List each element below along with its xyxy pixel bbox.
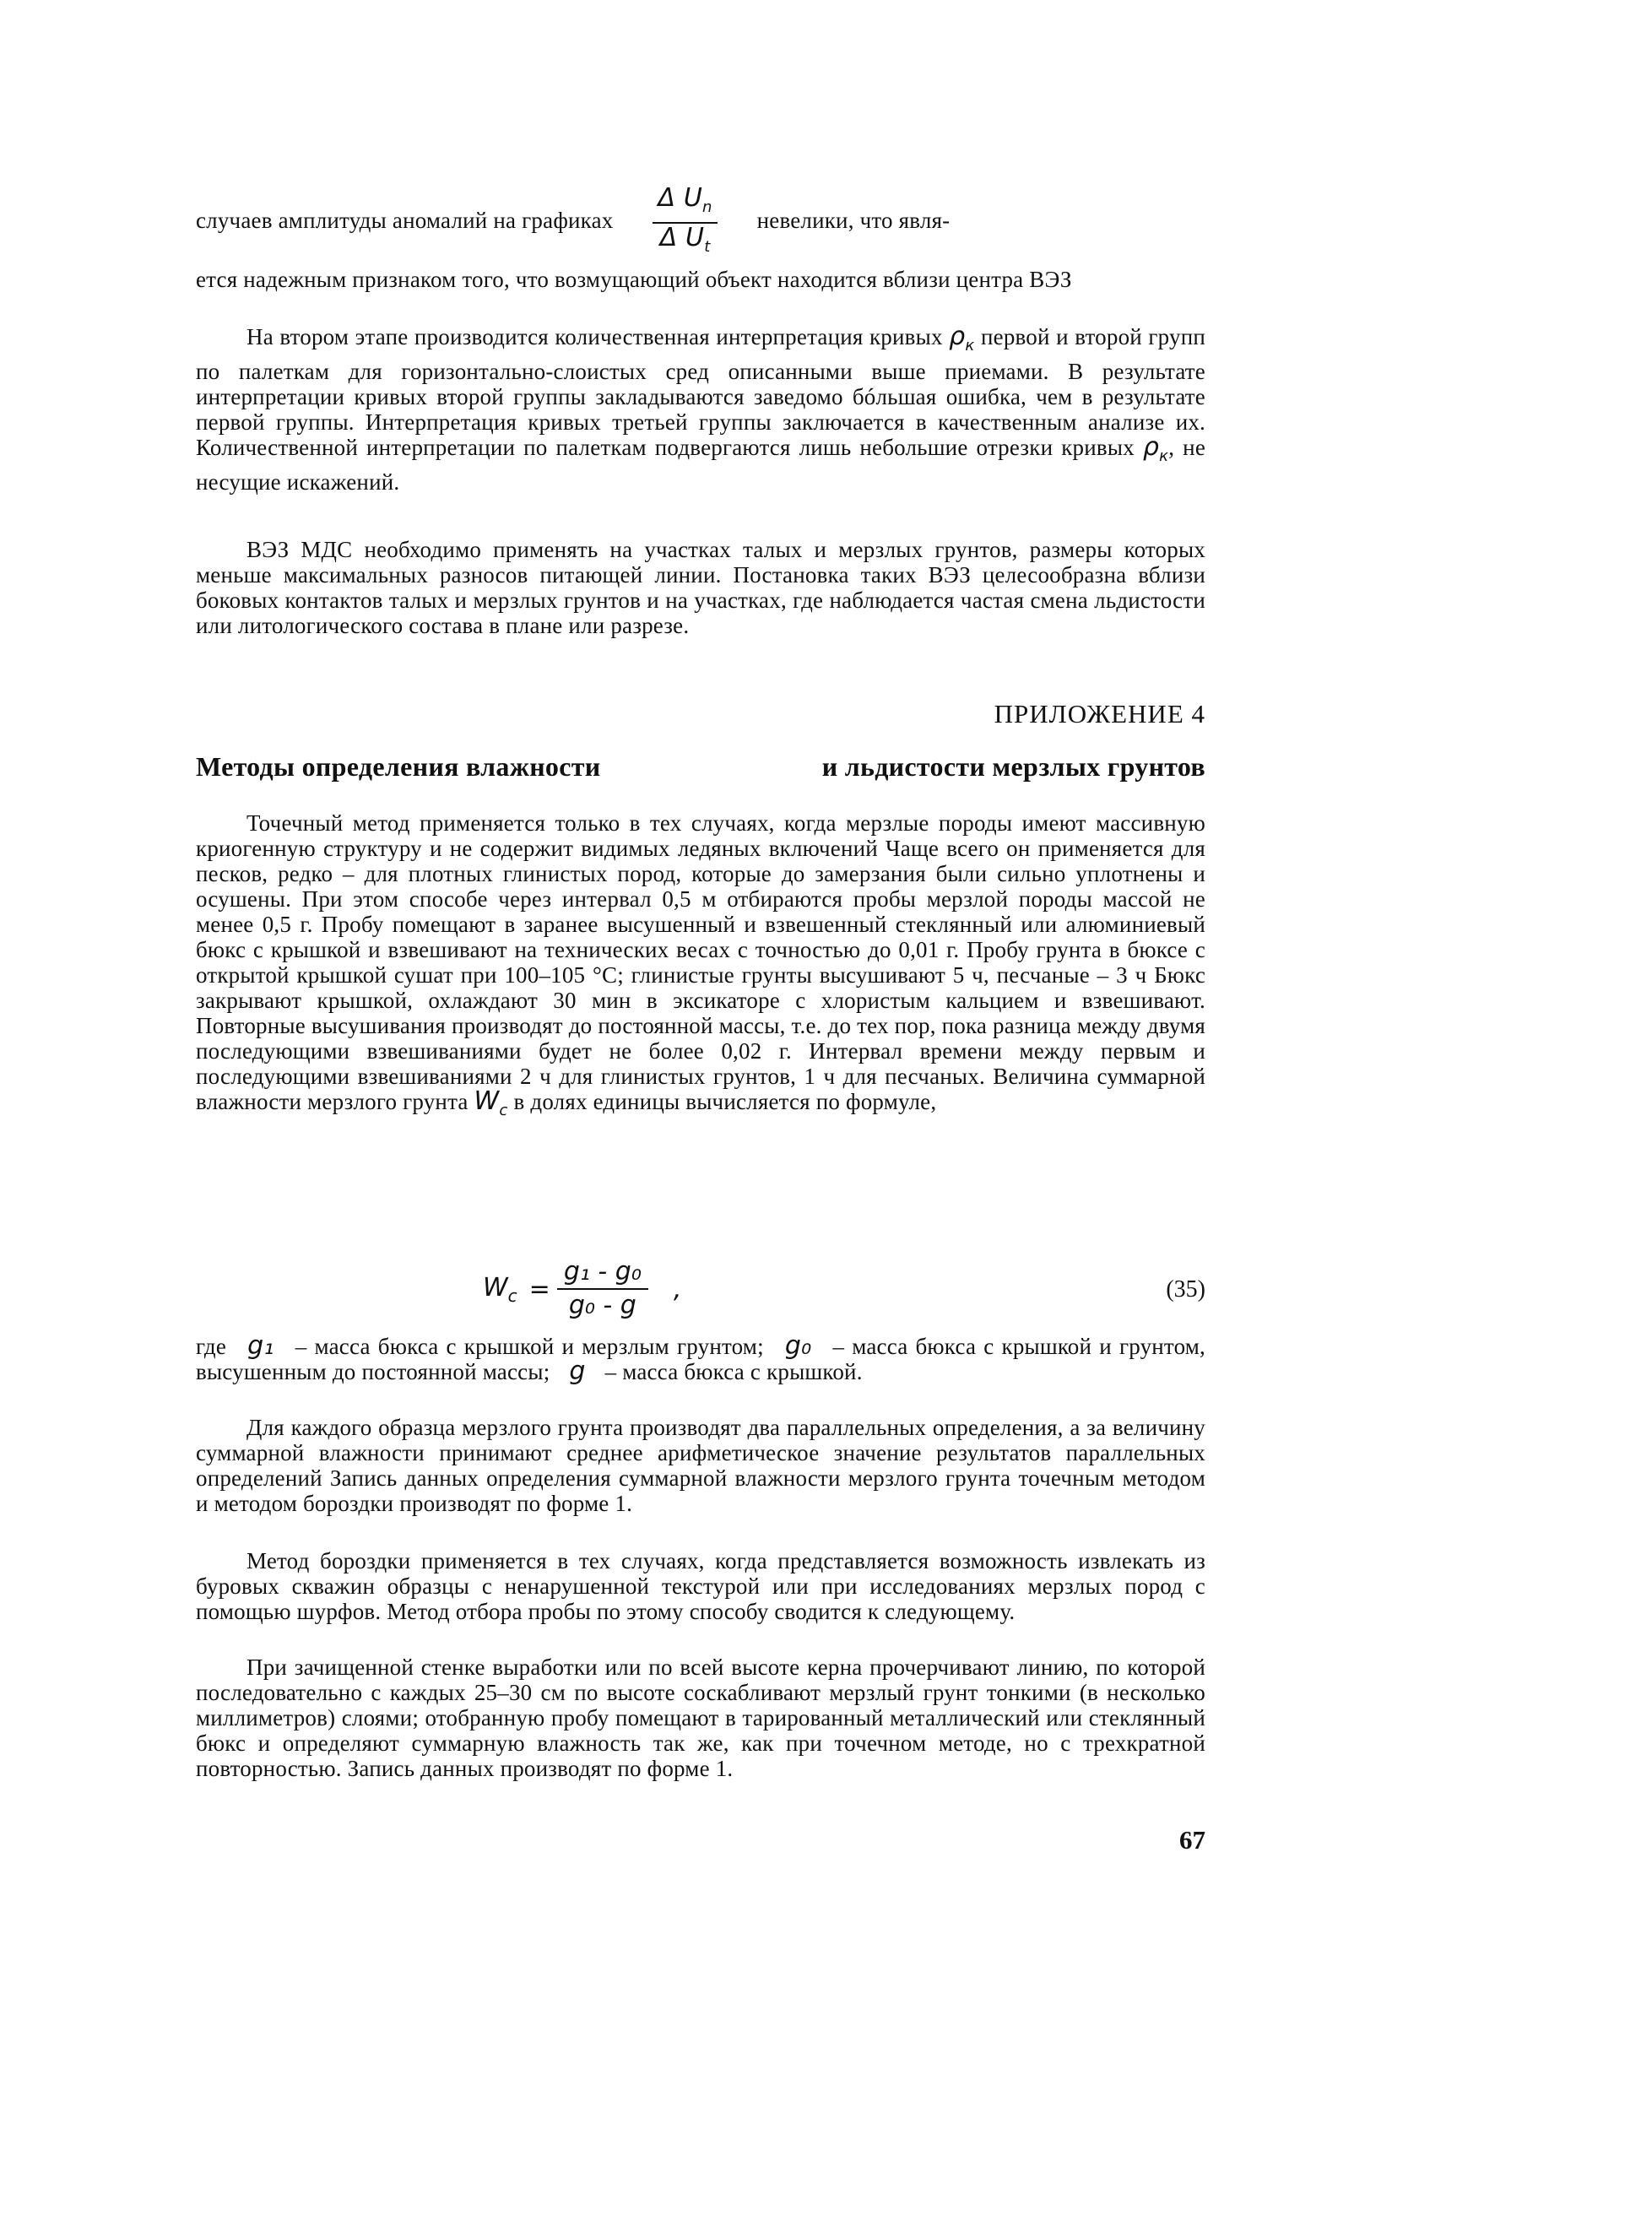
formula-numerator: g₁ - g₀ [557,1256,648,1290]
paragraph-interpretation-part1: На втором этапе производится количественная интерпретация кривых [246,324,943,349]
rho-k-symbol: $\rho_к$ [949,322,975,355]
symbol-g0: g₀ [784,1331,812,1361]
symbol-g1: g₁ [247,1331,274,1361]
top-line [196,184,1205,262]
formula-denominator: g₀ - g [568,1291,636,1320]
amplitude-ratio-denominator: Δ $U_t$ [659,223,711,256]
amplitude-ratio [653,184,717,262]
legend-where: где [196,1334,227,1359]
top-text-after: невелики, что явля- [756,208,951,234]
formula-equals: = [528,1274,550,1304]
document-page [196,184,1205,2168]
moisture-symbol: $W_c$ [474,1086,508,1119]
appendix-label: ПРИЛОЖЕНИЕ 4 [994,699,1205,728]
legend-g1-text: – масса бюкса с крышкой и мерзлым грунтом; [295,1334,764,1359]
symbol-g: g [569,1357,586,1386]
formula-lhs: $W_c$ [483,1272,517,1306]
equation-number: (35) [1166,1276,1205,1303]
paragraph-parallel-determinations: Для каждого образца мерзлого грунта производят два параллельных определения, а за величину суммарной влажности принимают среднее арифметическое значение результатов параллельных определений Запись данных определения суммарной влажности мерзлого грунта точечным методом и методом бороздки производят по форме 1. [196,1415,1205,1516]
paragraph-point-method-text: Точечный метод применяется только в тех случаях, когда мерзлые породы имеют массивную криогенную структуру и не содержит видимых ледяных включений Чаще всего он применяется для песков, редко – для плотных глинистых пород, которые до замерзания были сильно уплотнены и осушены. При этом способе через интервал 0,5 м отбираются пробы мерзлой породы массой не менее 0,5 г. Пробу помещают в заранее высушенный и взвешенный стеклянный или алюминиевый бюкс с крышкой и взвешивают на технических весах с точностью до 0,01 г. Пробу грунта в бюксе с открытой крышкой сушат при 100–105 °С; глинистые грунты высушивают 5 ч, песчаные – 3 ч Бюкс закрывают крышкой, охлаждают 30 мин в эксикаторе с хлористым кальцием и взвешивают. Повторные высушивания производят до постоянной массы, т.е. до тех пор, пока разница между двумя последующими взвешиваниями будет не более 0,02 г. Интервал времени между первым и последующими взвешиваниями 2 ч для глинистых грунтов, 1 ч для песчаных. Величина суммарной влажности мерзлого грунта [196,810,1205,1114]
rho-k-symbol-2: $\rho_к$ [1142,432,1169,465]
paragraph-interpretation-part3: , не несущие искажений. [196,435,1205,495]
paragraph-groove-procedure: При зачищенной стенке выработки или по всей высоте керна прочерчивают линию, по которой последовательно с каждых 25–30 см по высоте соскабливают мерзлый грунт тонкими (в несколько миллиметров) слоями; отобранную пробу помещают в тарированный металлический или стеклянный бюкс и определяют суммарную влажность так же, как при точечном методе, но с трехкратной повторностью. Запись данных производят по форме 1. [196,1655,1205,1781]
paragraph-point-method-tail: в долях единицы вычисляется по формуле, [513,1089,937,1114]
amplitude-ratio-numerator: Δ $U_n$ [653,184,717,224]
paragraph-interpretation [196,324,1205,495]
top-paragraph [196,184,1205,292]
appendix-title-right: и льдистости мерзлых грунтов [821,751,1205,782]
paragraph-interpretation-part2: первой и второй групп по палеткам для горизонтально-слоистых сред описанными выше приемами. В результате интерпретации кривых второй группы закладываются заведомо бóльшая ошибка, чем в результате первой группы. Интерпретация кривых третьей группы заключается в качественным анализе их. Количественной интерпретации по палеткам подвергаются лишь небольшие отрезки кривых [196,324,1206,460]
page-number: 67 [1179,1825,1205,1855]
top-text-before: случаев амплитуды аномалий на графиках [196,208,614,234]
formula-legend [196,1331,1205,1386]
legend-g-text: – масса бюкса с крышкой. [604,1359,863,1384]
legend-g0-text: – масса бюкса с крышкой и грунтом, высушенным до постоянной массы; [196,1334,1205,1384]
formula-35 [196,1256,1205,1327]
top-continuation: ется надежным признаком того, что возмущающий объект находится вблизи центра ВЭЗ [196,267,1072,292]
appendix-title-left: Методы определения влажности [196,751,601,782]
paragraph-ves-mds: ВЭЗ МДС необходимо применять на участках талых и мерзлых грунтов, размеры которых меньше максимальных разносов питающей линии. Постановка таких ВЭЗ целесообразна вблизи боковых контактов талых и мерзлых грунтов и на участках, где наблюдается частая смена льдистости или литологического состава в плане или разрезе. [196,537,1205,638]
appendix-title [196,751,1205,783]
paragraph-point-method [196,810,1205,1124]
formula-fraction [557,1256,648,1322]
paragraph-groove-method: Метод бороздки применяется в тех случаях, когда представляется возможность извлекать из буровых скважин образцы с ненарушенной текстурой или при исследованиях мерзлых пород с помощью шурфов. Метод отбора пробы по этому способу сводится к следующему. [196,1548,1205,1624]
formula-expression [483,1256,681,1322]
formula-comma: , [673,1274,682,1304]
